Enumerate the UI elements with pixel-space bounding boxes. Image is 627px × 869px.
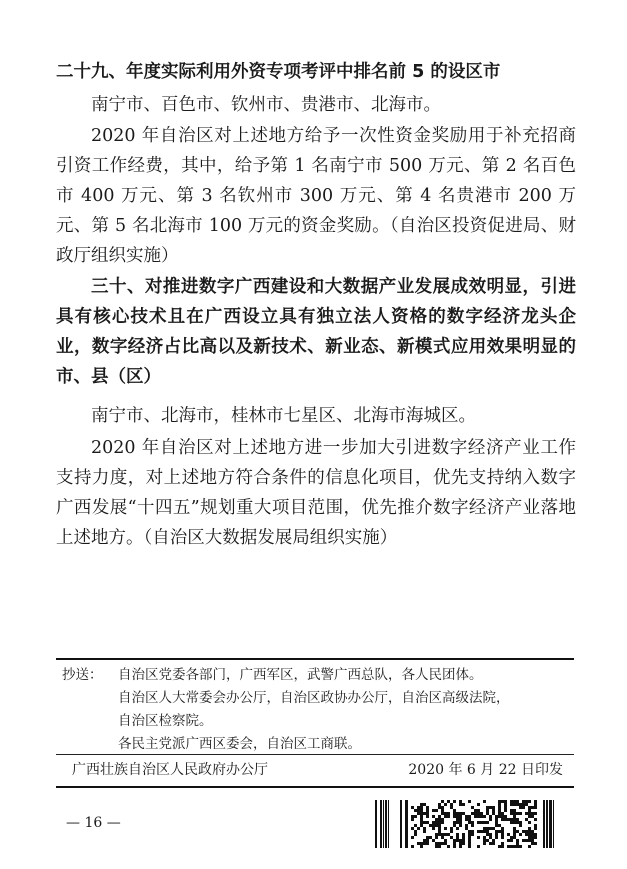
- section-29-body: 2020 年自治区对上述地方给予一次性资金奖励用于补充招商引资工作经费，其中，给予第 1 名南宁市 500 万元、第 2 名百色市 400 万元、第 3 名钦州市 300 万元、第 4 名贵港市 200 万元、第 5 名北海市 100 万元的资金奖励。（自治区投资促进局、财政厅组织实施）: [56, 126, 576, 266]
- cc-top-rule: [56, 658, 574, 660]
- cc-line: 各民主党派广西区委会，自治区工商联。: [118, 736, 361, 752]
- section-30-heading: 三十、对推进数字广西建设和大数据产业发展成效明显，引进具有核心技术且在广西设立具有独立法人资格的数字经济龙头企业，数字经济占比高以及新技术、新业态、新模式应用效果明显的市、县（区）: [56, 277, 576, 387]
- page-number: — 16 —: [66, 815, 121, 831]
- cc-label: 抄送：: [62, 667, 103, 683]
- section-30-cities: 南宁市、北海市，桂林市七星区、北海市海城区。: [91, 406, 476, 426]
- section-29-heading: 二十九、年度实际利用外资专项考评中排名前 5 的设区市: [56, 62, 501, 82]
- cc-line: 自治区检察院。: [118, 713, 213, 729]
- cc-line: 自治区党委各部门，广西军区，武警广西总队，各人民团体。: [118, 667, 483, 683]
- footer-top-rule: [56, 754, 574, 755]
- section-30-body: 2020 年自治区对上述地方进一步加大引进数字经济产业工作支持力度，对上述地方符合条件的信息化项目，优先支持纳入数字广西发展“十四五”规划重大项目范围，优先推介数字经济产业落地上述地方。（自治区大数据发展局组织实施）: [56, 438, 576, 548]
- issuing-office: 广西壮族自治区人民政府办公厅: [72, 762, 268, 778]
- print-date: 2020 年 6 月 22 日印发: [408, 762, 563, 778]
- footer-bottom-rule: [56, 786, 574, 788]
- cc-block: [62, 664, 572, 756]
- section-29-cities: 南宁市、百色市、钦州市、贵港市、北海市。: [91, 95, 441, 115]
- barcode-image: [375, 800, 566, 848]
- cc-line: 自治区人大常委会办公厅，自治区政协办公厅，自治区高级法院，: [118, 690, 510, 706]
